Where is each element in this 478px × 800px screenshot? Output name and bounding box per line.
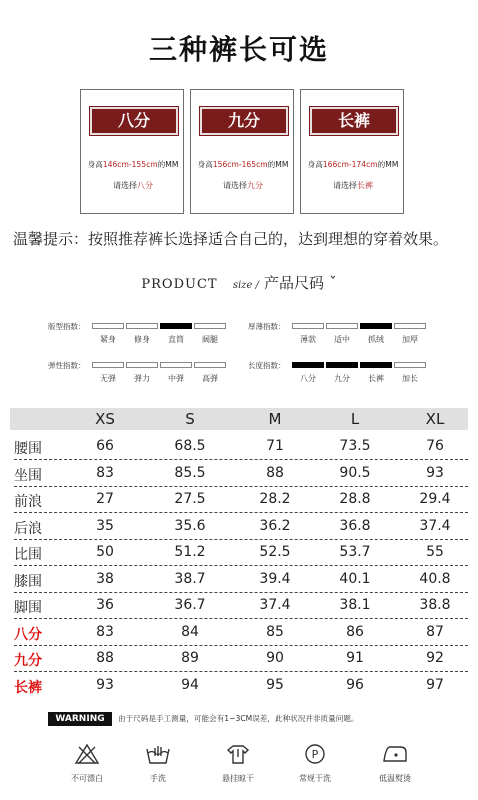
- card-label: 长裤: [310, 107, 398, 135]
- row-label: 脚围: [14, 600, 42, 616]
- care-label: 悬挂晾干: [222, 774, 254, 783]
- length-index-label: 长度指数：: [248, 361, 286, 370]
- table-cell: 96: [346, 676, 364, 693]
- length-option: 九分: [334, 374, 350, 383]
- row-divider: [14, 671, 468, 672]
- table-cell: 90: [266, 650, 284, 666]
- fit-option: 修身: [134, 335, 150, 344]
- hang-dry-icon: [225, 743, 251, 765]
- care-item: [203, 743, 273, 784]
- table-cell: 52.5: [259, 544, 291, 560]
- warning-badge: WARNING: [48, 712, 112, 726]
- row-label: 腰围: [14, 441, 42, 457]
- card-choose: 请选择九分: [223, 181, 263, 190]
- table-cell: 95: [266, 676, 284, 693]
- length-segment-selected: [360, 362, 392, 368]
- row-label: 前浪: [14, 494, 42, 510]
- table-cell: 38.7: [174, 570, 206, 587]
- thickness-option: 加厚: [402, 335, 418, 344]
- table-cell: 66: [96, 438, 114, 454]
- table-cell: 76: [426, 438, 444, 454]
- length-option: 八分: [300, 374, 316, 383]
- table-cell: 83: [96, 464, 114, 481]
- table-cell: 90.5: [339, 464, 371, 481]
- fit-option: 紧身: [100, 335, 116, 344]
- elastic-option: 高弹: [202, 374, 218, 383]
- card-choose: 请选择长裤: [333, 181, 373, 190]
- table-cell: 71: [266, 438, 284, 454]
- table-cell: 35.6: [174, 517, 206, 534]
- table-cell: 27: [96, 491, 114, 507]
- table-cell: 38.8: [419, 597, 451, 613]
- row-label: 长裤: [14, 679, 42, 696]
- card-height: 身高166cm-174cm的MM: [307, 160, 399, 169]
- care-item: [360, 743, 430, 784]
- table-cell: 36.8: [339, 517, 371, 534]
- table-cell: 85.5: [174, 464, 206, 481]
- thickness-segment-selected: [360, 323, 392, 329]
- row-label: 比围: [14, 547, 42, 563]
- row-divider: [14, 645, 468, 646]
- product-size-heading: PRODUCT size / 产品尺码 ˇ: [141, 274, 337, 292]
- warning-text: 由于尺码是手工测量，可能会有1~3CM误差，此种状况并非质量问题。: [118, 714, 359, 723]
- table-cell: 83: [96, 623, 114, 640]
- table-cell: 87: [426, 623, 444, 640]
- card-height: 身高146cm-155cm的MM: [87, 160, 179, 169]
- row-label: 坐围: [14, 467, 42, 484]
- table-cell: 88: [96, 650, 114, 666]
- table-cell: 37.4: [419, 517, 451, 534]
- table-cell: 92: [426, 650, 444, 666]
- table-cell: 68.5: [174, 438, 206, 454]
- elastic-segment: [194, 362, 226, 368]
- row-label: 后浪: [14, 520, 42, 537]
- table-cell: 93: [96, 676, 114, 693]
- table-cell: 73.5: [339, 438, 371, 454]
- fit-segment: [126, 323, 158, 329]
- hand-wash-icon: [145, 743, 171, 765]
- row-divider: [14, 486, 468, 487]
- fit-segment: [194, 323, 226, 329]
- card-label: 八分: [90, 107, 178, 135]
- care-label: 低温熨烫: [379, 774, 411, 783]
- row-label: 九分: [14, 653, 42, 669]
- care-label: 不可漂白: [71, 774, 103, 783]
- svg-text:P: P: [311, 748, 319, 761]
- table-cell: 89: [181, 650, 199, 666]
- table-cell: 55: [426, 544, 444, 560]
- elastic-segment: [126, 362, 158, 368]
- table-cell: 29.4: [419, 491, 451, 507]
- elastic-index-label: 弹性指数：: [48, 361, 86, 370]
- size-header-xl: XL: [425, 410, 445, 428]
- thickness-segment: [292, 323, 324, 329]
- length-segment-selected: [292, 362, 324, 368]
- elastic-segment: [160, 362, 192, 368]
- length-card-8: [80, 89, 184, 214]
- table-cell: 36: [96, 597, 114, 613]
- table-cell: 93: [426, 464, 444, 481]
- thickness-option: 适中: [334, 335, 350, 344]
- table-cell: 86: [346, 623, 364, 640]
- care-label: 常规干洗: [299, 774, 331, 783]
- tip-text: 温馨提示：按照推荐裤长选择适合自己的，达到理想的穿着效果。: [13, 230, 449, 248]
- thickness-index-label: 厚薄指数：: [248, 322, 286, 331]
- fit-option: 直筒: [168, 335, 184, 344]
- table-cell: 28.8: [339, 491, 371, 507]
- care-item: [52, 743, 122, 784]
- care-item: [280, 743, 350, 784]
- table-cell: 37.4: [259, 597, 291, 613]
- fit-option: 阔腿: [202, 335, 218, 344]
- table-cell: 36.2: [259, 517, 291, 534]
- thickness-option: 薄款: [300, 335, 316, 344]
- elastic-option: 无弹: [100, 374, 116, 383]
- care-label: 手洗: [150, 774, 166, 783]
- length-option: 长裤: [368, 374, 384, 383]
- table-cell: 97: [426, 676, 444, 693]
- dry-clean-icon: [302, 743, 328, 765]
- card-height: 身高156cm-165cm的MM: [197, 160, 289, 169]
- low-iron-icon: [381, 743, 409, 765]
- fit-segment-selected: [160, 323, 192, 329]
- length-option: 加长: [402, 374, 418, 383]
- table-cell: 91: [346, 650, 364, 666]
- page-title: 三种裤长可选: [148, 33, 329, 66]
- thickness-segment: [326, 323, 358, 329]
- table-cell: 38: [96, 570, 114, 587]
- length-card-9: [190, 89, 294, 214]
- row-divider: [14, 592, 468, 593]
- care-item: [123, 743, 193, 784]
- row-label: 八分: [14, 626, 42, 643]
- thickness-option: 抓绒: [368, 335, 384, 344]
- elastic-option: 中弹: [168, 374, 184, 383]
- thickness-segment: [394, 323, 426, 329]
- row-divider: [14, 512, 468, 513]
- card-label: 九分: [200, 107, 288, 135]
- table-cell: 85: [266, 623, 284, 640]
- table-cell: 39.4: [259, 570, 291, 587]
- table-cell: 88: [266, 464, 284, 481]
- row-divider: [14, 539, 468, 540]
- table-cell: 51.2: [174, 544, 206, 560]
- table-cell: 53.7: [339, 544, 371, 560]
- row-label: 膝围: [14, 573, 42, 590]
- length-segment-selected: [326, 362, 358, 368]
- length-segment: [394, 362, 426, 368]
- no-bleach-icon: [74, 743, 100, 765]
- row-divider: [14, 565, 468, 566]
- table-cell: 28.2: [259, 491, 291, 507]
- row-divider: [14, 459, 468, 460]
- card-choose: 请选择八分: [113, 181, 153, 190]
- row-divider: [14, 618, 468, 619]
- length-card-long: [300, 89, 404, 214]
- elastic-segment: [92, 362, 124, 368]
- elastic-option: 弹力: [134, 374, 150, 383]
- table-cell: 27.5: [174, 491, 206, 507]
- fit-segment: [92, 323, 124, 329]
- table-cell: 35: [96, 517, 114, 534]
- table-cell: 94: [181, 676, 199, 693]
- table-cell: 38.1: [339, 597, 371, 613]
- table-cell: 36.7: [174, 597, 206, 613]
- fit-index-label: 版型指数：: [48, 322, 86, 331]
- table-cell: 84: [181, 623, 199, 640]
- size-header-s: S: [185, 410, 195, 428]
- table-cell: 40.8: [419, 570, 451, 587]
- size-header-l: L: [350, 410, 360, 428]
- size-header-m: M: [268, 410, 282, 428]
- size-header-xs: XS: [95, 410, 115, 428]
- table-cell: 50: [96, 544, 114, 560]
- table-cell: 40.1: [339, 570, 371, 587]
